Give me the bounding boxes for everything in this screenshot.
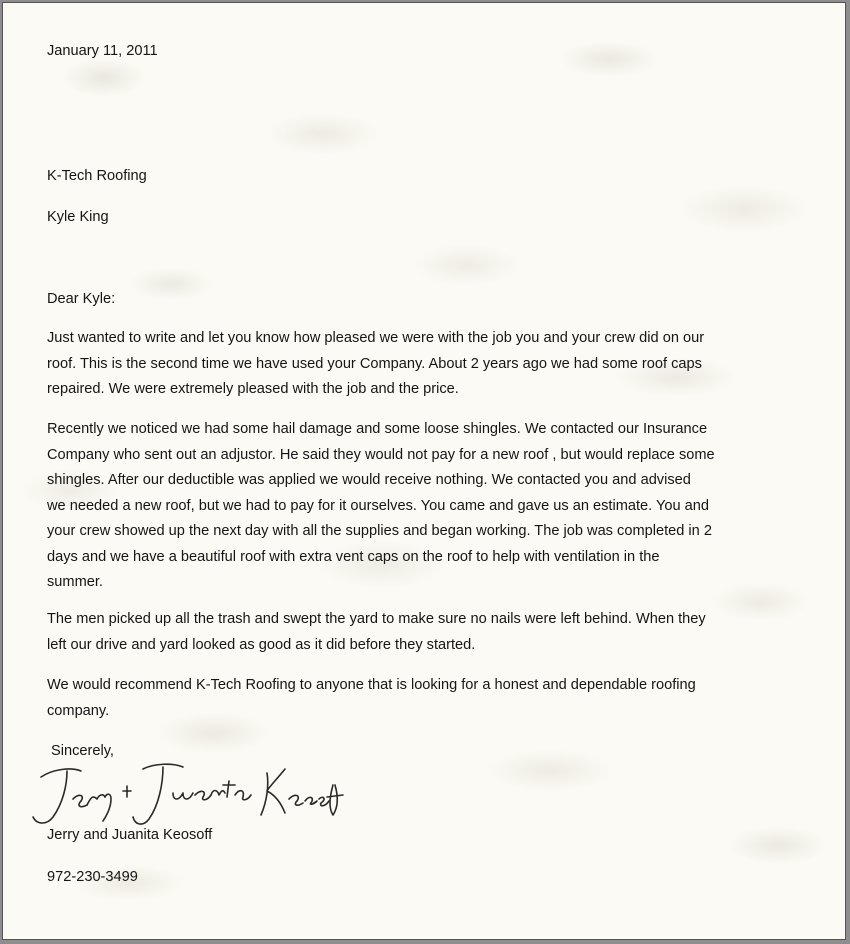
paragraph-line: Company who sent out an adjustor. He said they would not pay for a new roof , but would replace some <box>47 446 715 463</box>
paragraph-line: summer. <box>47 574 103 590</box>
closing: Sincerely, <box>51 743 114 759</box>
paragraph-line: shingles. After our deductible was applied we would receive nothing. We contacted you and advised <box>47 472 691 488</box>
letter-date: January 11, 2011 <box>47 43 158 59</box>
letter-page <box>2 2 846 940</box>
salutation: Dear Kyle: <box>47 291 116 307</box>
sender-phone: 972-230-3499 <box>47 869 138 885</box>
paragraph-line: repaired. We were extremely pleased with the job and the price. <box>47 381 459 397</box>
paragraph-line: The men picked up all the trash and swept the yard to make sure no nails were left behind. When they <box>47 611 706 627</box>
recipient-company: K-Tech Roofing <box>47 168 147 184</box>
paragraph-line: we needed a new roof, but we had to pay for it ourselves. You came and gave us an estimate. You and <box>47 497 710 514</box>
paragraph-2 <box>47 417 807 596</box>
paragraph-line: left our drive and yard looked as good as it did before they started. <box>47 636 476 653</box>
recipient-name: Kyle King <box>47 209 109 225</box>
paragraph-line: Just wanted to write and let you know how pleased we were with the job you and your crew did on our <box>47 330 705 346</box>
sender-names: Jerry and Juanita Keosoff <box>47 827 213 843</box>
paragraph-line: days and we have a beautiful roof with extra vent caps on the roof to help with ventilation in the <box>47 548 660 565</box>
paragraph-line: roof. This is the second time we have used your Company. About 2 years ago we had some roof caps <box>47 355 702 372</box>
paragraph-line: company. <box>47 702 110 719</box>
paragraph-4 <box>47 673 807 724</box>
paragraph-1 <box>47 326 807 403</box>
paragraph-line: Recently we noticed we had some hail damage and some loose shingles. We contacted our Insurance <box>47 421 708 437</box>
paragraph-line: We would recommend K-Tech Roofing to anyone that is looking for a honest and dependable roofing <box>47 677 696 693</box>
paragraph-line: your crew showed up the next day with all the supplies and began working. The job was completed in 2 <box>47 523 712 539</box>
handwritten-signature <box>23 755 353 835</box>
paragraph-3 <box>47 607 807 658</box>
